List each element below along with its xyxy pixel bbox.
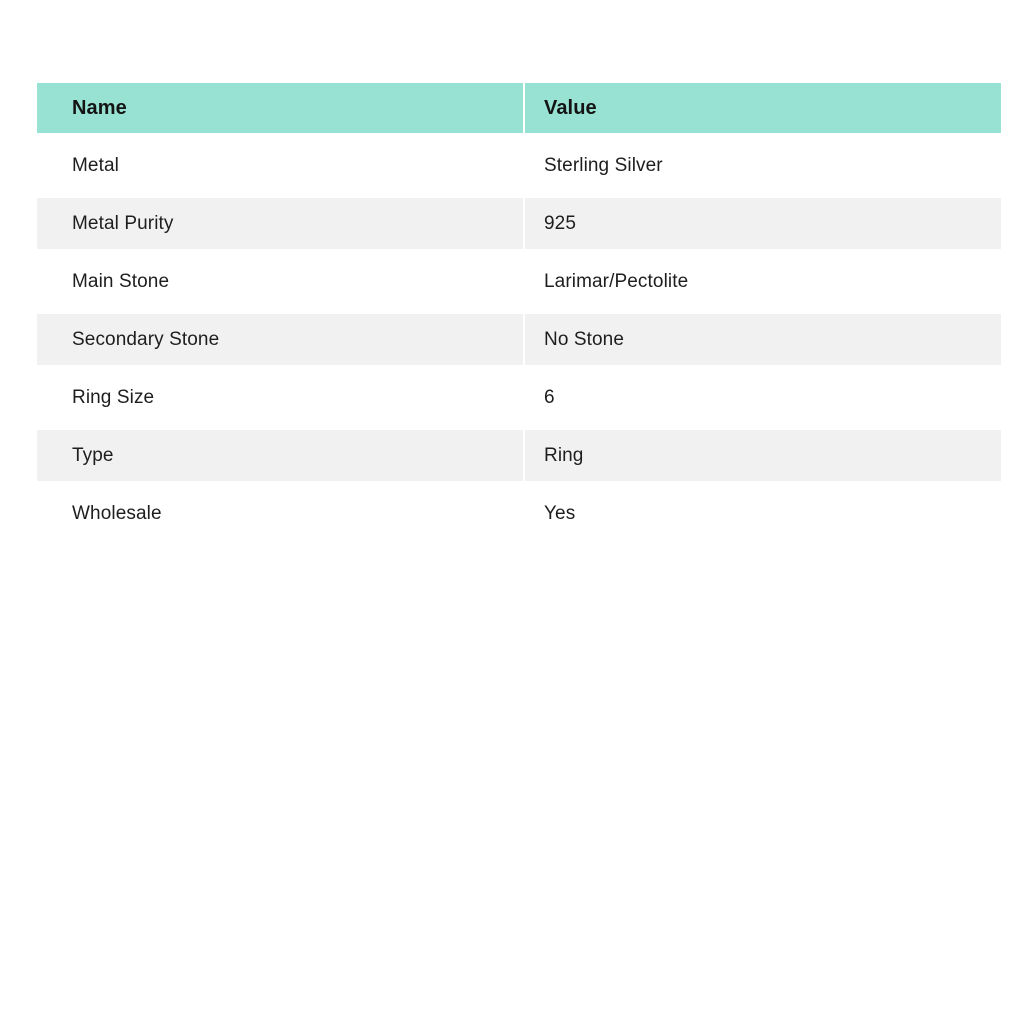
attribute-name: Wholesale: [72, 502, 162, 524]
table-row: [37, 140, 1001, 191]
table-row: [37, 314, 1001, 365]
attribute-name: Metal: [72, 154, 119, 176]
attribute-name-cell: [37, 256, 523, 307]
header-value-cell: [525, 83, 1001, 133]
attribute-value-cell: [525, 372, 1001, 423]
header-name-label: Name: [72, 96, 127, 119]
attribute-value-cell: [525, 430, 1001, 481]
table-header-row: [37, 83, 1001, 133]
attribute-value: No Stone: [544, 328, 625, 350]
attributes-table: [37, 83, 1001, 546]
attribute-name-cell: [37, 198, 523, 249]
attribute-name-cell: [37, 314, 523, 365]
table-row: [37, 488, 1001, 539]
table-row: [37, 256, 1001, 307]
attribute-value-cell: [525, 198, 1001, 249]
attribute-value: 6: [544, 386, 555, 408]
attribute-value-cell: [525, 314, 1001, 365]
header-name-cell: [37, 83, 523, 133]
attribute-name-cell: [37, 430, 523, 481]
attribute-value: Yes: [544, 502, 576, 524]
table-row: [37, 430, 1001, 481]
attribute-name-cell: [37, 140, 523, 191]
header-value-label: Value: [544, 96, 597, 119]
attribute-name: Type: [72, 444, 114, 466]
attribute-value-cell: [525, 140, 1001, 191]
attribute-value: Larimar/Pectolite: [544, 270, 689, 292]
attribute-name-cell: [37, 372, 523, 423]
attribute-name: Main Stone: [72, 270, 170, 292]
attribute-name: Ring Size: [72, 386, 155, 408]
attribute-value: Sterling Silver: [544, 154, 663, 176]
table-row: [37, 372, 1001, 423]
attribute-value: 925: [544, 212, 577, 234]
attribute-value: Ring: [544, 444, 584, 466]
attribute-name-cell: [37, 488, 523, 539]
attribute-value-cell: [525, 256, 1001, 307]
attribute-value-cell: [525, 488, 1001, 539]
table-row: [37, 198, 1001, 249]
attribute-name: Secondary Stone: [72, 328, 220, 350]
attribute-name: Metal Purity: [72, 212, 174, 234]
